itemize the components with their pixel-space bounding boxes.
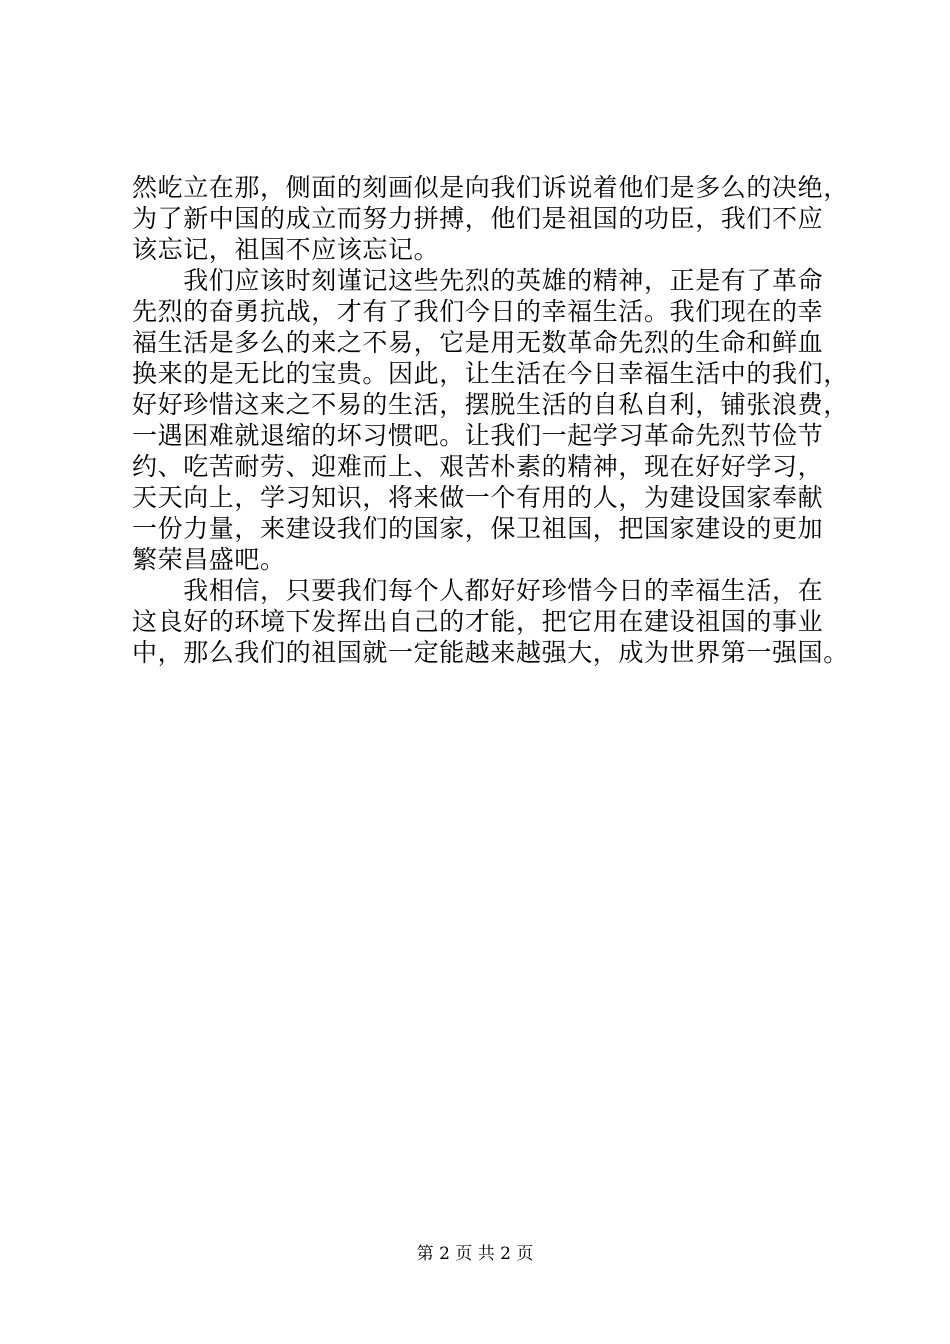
text-line: 我相信，只要我们每个人都好好珍惜今日的幸福生活，在 bbox=[132, 576, 824, 605]
text-line: 福生活是多么的来之不易，它是用无数革命先烈的生命和鲜血 bbox=[132, 328, 824, 357]
document-body bbox=[132, 172, 849, 668]
text-line: 然屹立在那，侧面的刻画似是向我们诉说着他们是多么的决绝， bbox=[132, 173, 849, 202]
text-line: 为了新中国的成立而努力拼搏，他们是祖国的功臣，我们不应 bbox=[132, 204, 824, 233]
text-line: 中，那么我们的祖国就一定能越来越强大，成为世界第一强国。 bbox=[132, 638, 849, 667]
page-number-footer: 第 2 页 共 2 页 bbox=[416, 1244, 534, 1264]
text-line: 这良好的环境下发挥出自己的才能，把它用在建设祖国的事业 bbox=[132, 607, 824, 636]
text-line: 我们应该时刻谨记这些先烈的英雄的精神，正是有了革命 bbox=[132, 266, 824, 295]
text-line: 约、吃苦耐劳、迎难而上、艰苦朴素的精神，现在好好学习， bbox=[132, 452, 824, 481]
text-line: 一份力量，来建设我们的国家，保卫祖国，把国家建设的更加 bbox=[132, 514, 824, 543]
text-line: 好好珍惜这来之不易的生活，摆脱生活的自私自利，铺张浪费， bbox=[132, 390, 849, 419]
text-line: 换来的是无比的宝贵。因此，让生活在今日幸福生活中的我们， bbox=[132, 359, 849, 388]
text-line: 该忘记，祖国不应该忘记。 bbox=[132, 235, 440, 264]
text-line: 繁荣昌盛吧。 bbox=[132, 545, 286, 574]
text-line: 先烈的奋勇抗战，才有了我们今日的幸福生活。我们现在的幸 bbox=[132, 297, 824, 326]
text-line: 一遇困难就退缩的坏习惯吧。让我们一起学习革命先烈节俭节 bbox=[132, 421, 824, 450]
text-line: 天天向上，学习知识，将来做一个有用的人，为建设国家奉献 bbox=[132, 483, 824, 512]
